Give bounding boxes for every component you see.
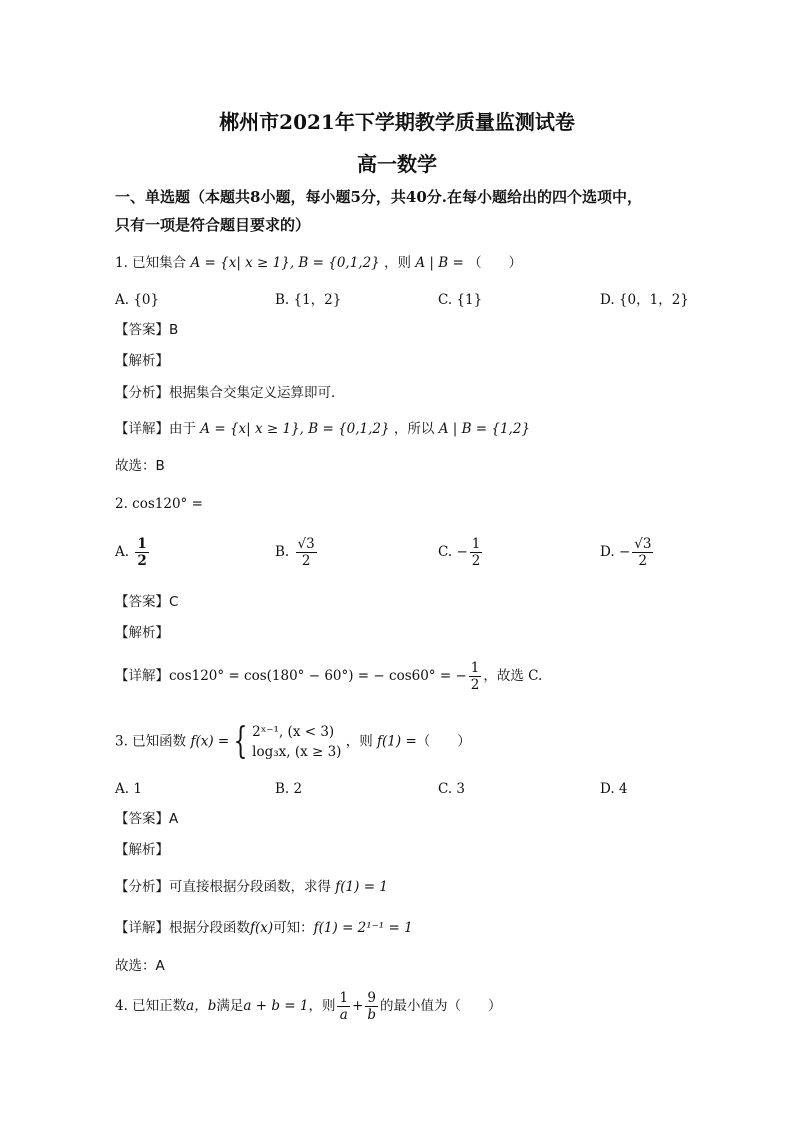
q1-detail-sets: A = {x| x ≥ 1}, B = {0,1,2} bbox=[200, 421, 390, 437]
q4-vars: a，b bbox=[186, 998, 217, 1014]
q2-c-den: 2 bbox=[471, 553, 481, 569]
q1-detail bbox=[115, 420, 530, 438]
q4-stem-end: 的最小值为（ ） bbox=[379, 998, 502, 1014]
q2-detail-text: 【详解】cos120° = cos(180° − 60°) = − cos60° = − bbox=[115, 668, 467, 684]
q2-b-num: √3 bbox=[297, 536, 315, 552]
q1-stem-text: 1. 已知集合 bbox=[115, 255, 187, 271]
q1-sets: A = {x| x ≥ 1}, B = {0,1,2} bbox=[190, 255, 380, 271]
q3-case1: 2ˣ⁻¹, (x < 3) bbox=[252, 724, 335, 740]
q2-d-num: √3 bbox=[634, 536, 652, 552]
q3-stem-text: 3. 已知函数 bbox=[115, 733, 187, 750]
q3-option-a: A. 1 bbox=[115, 781, 142, 797]
q3-stem-mid: ，则 bbox=[345, 733, 373, 750]
q3-option-d: D. 4 bbox=[600, 781, 628, 797]
q3-f1: f(1) bbox=[377, 733, 402, 750]
section-heading-line1: 一、单选题（本题共8小题，每小题5分，共40分.在每小题给出的四个选项中， bbox=[115, 188, 642, 206]
q3-fenxi bbox=[115, 878, 388, 896]
q2-d-sign: − bbox=[618, 544, 631, 560]
q4-f1-den: a bbox=[339, 1007, 348, 1023]
q3-detail-text: 【详解】根据分段函数 bbox=[115, 920, 250, 936]
q1-stem-end: （ ） bbox=[468, 255, 523, 271]
exam-subtitle: 高一数学 bbox=[357, 152, 437, 176]
q3-case2: log₃x, (x ≥ 3) bbox=[252, 744, 342, 760]
q2-detail-num: 1 bbox=[470, 660, 480, 676]
q4-stem-text: 4. 已知正数 bbox=[115, 998, 187, 1014]
q2-detail bbox=[115, 660, 542, 693]
q3-fenxi-math: f(1) = 1 bbox=[335, 879, 388, 895]
q3-brace: { bbox=[233, 721, 248, 762]
q1-fenxi: 【分析】根据集合交集定义运算即可． bbox=[115, 385, 345, 401]
q2-analysis: 【解析】 bbox=[115, 625, 169, 641]
q3-answer: 【答案】A bbox=[115, 811, 179, 827]
q2-c-sign: − bbox=[456, 544, 468, 560]
q1-expr: A | B = bbox=[415, 255, 464, 271]
q2-option-d bbox=[600, 536, 655, 569]
q3-fenxi-text: 【分析】可直接根据分段函数，求得 bbox=[115, 879, 331, 895]
q3-option-c: C. 3 bbox=[438, 781, 466, 797]
q4-f2-num: 9 bbox=[367, 990, 376, 1006]
q2-option-d-frac bbox=[632, 536, 653, 569]
q4-frac1 bbox=[337, 990, 350, 1023]
q4-stem-mid: 满足 bbox=[216, 998, 244, 1014]
q2-option-b-frac bbox=[296, 536, 317, 569]
q2-b-den: 2 bbox=[301, 553, 311, 569]
q2-detail-den: 2 bbox=[470, 677, 480, 693]
q2-option-c bbox=[438, 536, 484, 569]
q3-option-b: B. 2 bbox=[275, 781, 303, 797]
q4-frac2 bbox=[365, 990, 378, 1023]
section-heading-line2: 只有一项是符合题目要求的） bbox=[115, 216, 311, 234]
q3-stem-end: =（ ） bbox=[405, 733, 471, 750]
q2-stem: 2. cos120° = bbox=[115, 496, 203, 512]
q2-c-num: 1 bbox=[471, 536, 481, 552]
q4-plus: + bbox=[352, 998, 364, 1014]
q1-detail-result: A | B = {1,2} bbox=[438, 421, 531, 437]
q2-option-a-frac bbox=[135, 536, 148, 569]
q1-option-a: A. {0} bbox=[115, 292, 160, 308]
q4-cond: a + b = 1 bbox=[243, 998, 309, 1014]
q4-stem-mid2: ，则 bbox=[308, 998, 336, 1014]
q2-answer: 【答案】C bbox=[115, 594, 179, 610]
q2-option-a-label: A. bbox=[115, 544, 130, 560]
q2-detail-frac bbox=[469, 660, 482, 693]
q3-analysis: 【解析】 bbox=[115, 842, 169, 858]
q2-option-b-label: B. bbox=[275, 544, 290, 560]
q1-option-d: D. {0，1，2} bbox=[600, 292, 689, 308]
q2-detail-end: ，故选 C. bbox=[483, 668, 543, 684]
q4-f2-den: b bbox=[367, 1007, 376, 1023]
q2-option-d-label: D. bbox=[600, 544, 615, 560]
q3-detail-fx: f(x) bbox=[250, 920, 274, 936]
q3-detail-result: f(1) = 2¹⁻¹ = 1 bbox=[313, 920, 413, 936]
q2-a-num: 1 bbox=[137, 536, 147, 552]
q3-detail-mid: 可知： bbox=[273, 920, 314, 936]
q3-choice: 故选：A bbox=[115, 958, 165, 974]
q1-stem bbox=[115, 254, 522, 272]
q4-stem bbox=[115, 990, 501, 1023]
q2-option-c-label: C. bbox=[438, 544, 453, 560]
q1-detail-mid: ，所以 bbox=[393, 421, 435, 437]
exam-title: 郴州市2021年下学期教学质量监测试卷 bbox=[219, 110, 575, 134]
q1-option-b: B. {1，2} bbox=[275, 292, 342, 308]
q1-detail-text: 【详解】由于 bbox=[115, 421, 196, 437]
q1-analysis: 【解析】 bbox=[115, 353, 169, 369]
q3-detail bbox=[115, 919, 413, 937]
q1-answer: 【答案】B bbox=[115, 322, 179, 338]
q3-fx: f(x) = bbox=[190, 733, 230, 750]
q1-stem-mid: ，则 bbox=[384, 255, 412, 271]
q4-f1-num: 1 bbox=[339, 990, 349, 1006]
q2-option-a bbox=[115, 536, 151, 569]
q1-choice: 故选：B bbox=[115, 458, 165, 474]
q3-cases bbox=[252, 722, 341, 762]
q2-d-den: 2 bbox=[638, 553, 648, 569]
q2-a-den: 2 bbox=[137, 553, 147, 569]
q3-stem bbox=[115, 722, 471, 762]
q2-option-c-frac bbox=[470, 536, 483, 569]
q2-option-b bbox=[275, 536, 319, 569]
q1-option-c: C. {1} bbox=[438, 292, 483, 308]
